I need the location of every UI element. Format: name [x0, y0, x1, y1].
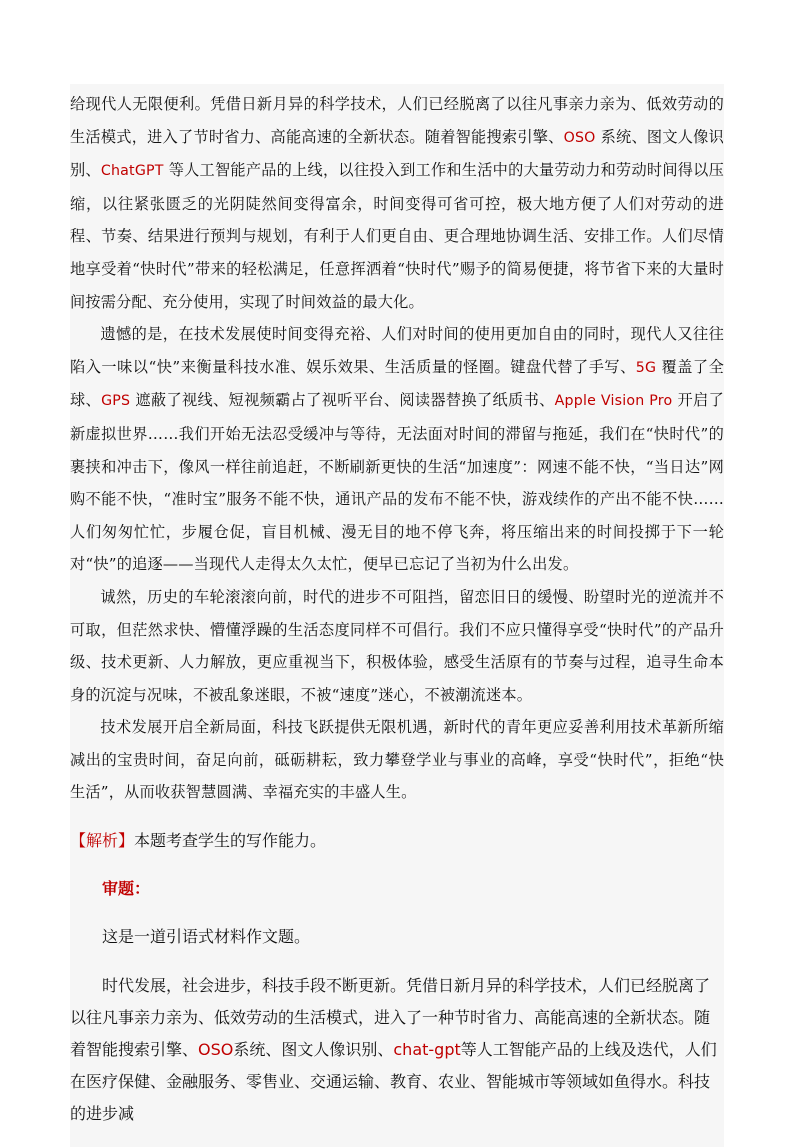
text-run: 开启了新虚拟世界……我们开始无法忍受缓冲与等待，无法面对时间的滞留与拖延，我们在“快时代”的裹挟和冲击下，像风一样往前追赶，不断刷新更快的生活“加速度”：网速不能不快，“当日达”网购不能不快，“准时宝”服务不能不快，通讯产品的发布不能不快，游戏续作的产出不能不快……人们匆匆忙忙，步履仓促，盲目机械、漫无目的地不停飞奔，将压缩出来的时间投掷于下一轮对“快”的追逐——当现代人走得太久太忙，便早已忘记了当初为什么出发。 — [70, 391, 724, 574]
text-run: 等人工智能产品的上线，以往投入到工作和生活中的大量劳动力和劳动时间得以压缩，以往紧张匮乏的光阴陡然间变得富余，时间变得可省可控，极大地方便了人们对劳动的进程、节奏、结果进行预判与规划，有利于人们更自由、更合理地协调生活、安排工作。人们尽情地享受着“快时代”带来的轻松满足，任意挥洒着“快时代”赐予的简易便捷，将节省下来的大量时间按需分配、充分使用，实现了时间效益的最大化。 — [70, 161, 724, 311]
essay-paragraph-1 — [70, 88, 724, 318]
answer-text-block — [70, 84, 724, 1147]
analysis-paragraph — [70, 970, 724, 1131]
analysis-line-1: 这是一道引语式材料作文题。 — [102, 927, 311, 947]
text-run: 系统、图文人像识别、 — [70, 127, 724, 180]
text-run: 给现代人无限便利。凭借日新月异的科学技术，人们已经脱离了以往凡事亲力亲为、低效劳动的生活模式，进入了节时省力、高能高速的全新状态。随着智能搜索引擎、 — [70, 95, 724, 146]
analysis-intro — [70, 825, 724, 857]
section-heading: 审题： — [102, 879, 151, 899]
text-run: 遗憾的是，在技术发展使时间变得充裕、人们对时间的使用更加自由的同时，现代人又往往陷入一味以“快”来衡量科技水准、娱乐效果、生活质量的怪圈。键盘代替了手写、 — [70, 325, 724, 376]
text-run: 覆盖了全球、 — [70, 357, 725, 410]
essay-paragraph-4: 技术发展开启全新局面，科技飞跃提供无限机遇，新时代的青年更应妥善利用技术革新所缩减出的宝贵时间，奋足向前，砥砺耕耘，致力攀登学业与事业的高峰，享受“快时代”，拒绝“快生活”，从而收获智慧圆满、幸福充实的丰盛人生。 — [70, 718, 724, 802]
text-run: 遮蔽了视线、短视频霸占了视听平台、阅读器替换了纸质书、 — [130, 391, 555, 410]
essay-paragraph-3: 诚然，历史的车轮滚滚向前，时代的进步不可阻挡，留恋旧日的缓慢、盼望时光的逆流并不可取，但茫然求快、懵懂浮躁的生活态度同样不可倡行。我们不应只懂得享受“快时代”的产品升级、技术更新、人力解放，更应重视当下，积极体验，感受生活原有的节奏与过程，追寻生命本身的沉淀与况味，不被乱象迷眼，不被“速度”迷心，不被潮流迷本。 — [70, 587, 724, 704]
analysis-heading — [70, 873, 724, 905]
text-run: 等人工智能产品的上线及迭代，人们在医疗保健、金融服务、零售业、交通运输、教育、农业、智能城市等领域如鱼得水。科技的进步减 — [70, 1040, 717, 1124]
highlight-term: OSO — [563, 129, 596, 146]
highlight-term: OSO — [198, 1040, 234, 1060]
highlight-term: Apple Vision Pro — [554, 393, 673, 410]
text-run: 时代发展，社会进步，科技手段不断更新。凭借日新月异的科学技术，人们已经脱离了以往凡事亲力亲为、低效劳动的生活模式，进入了一种节时省力、高能高速的全新状态。随着智能搜索引擎、 — [70, 975, 711, 1060]
text-run: 系统、图文人像识别、 — [233, 1040, 394, 1060]
highlight-term: 5G — [635, 359, 657, 376]
text-run: 本题考查学生的写作能力。 — [134, 831, 327, 851]
essay-paragraph-2 — [70, 318, 724, 581]
highlight-term: chat-gpt — [393, 1040, 461, 1060]
highlight-term: ChatGPT — [100, 163, 164, 180]
highlight-term: GPS — [101, 393, 131, 410]
analysis-tag: 【解析】 — [70, 831, 135, 851]
